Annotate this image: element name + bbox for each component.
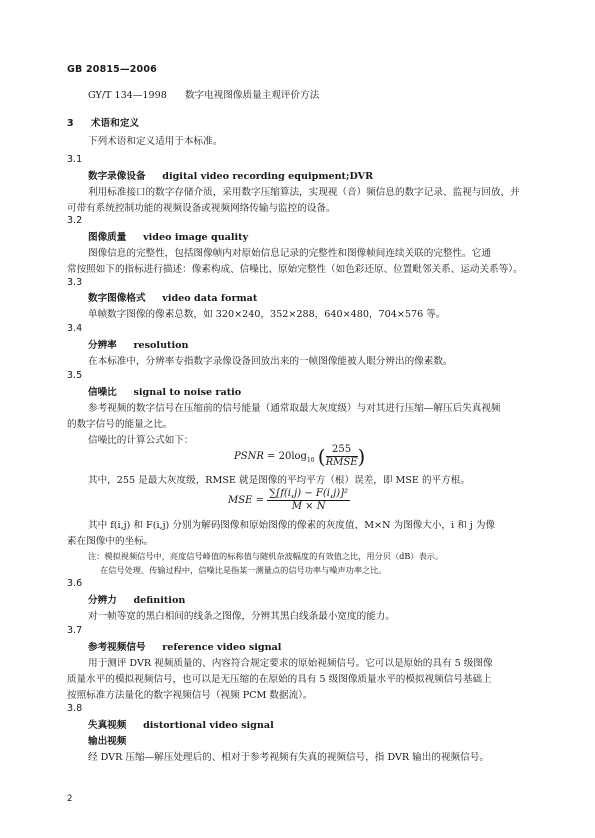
term-number: 3.1 xyxy=(67,154,83,165)
mse-denominator: M × N xyxy=(291,501,326,512)
note-line: 在信号处理、传输过程中，信噪比是指某一测量点的信号功率与噪声功率之比。 xyxy=(100,565,387,575)
standard-number: GB 20815—2006 xyxy=(67,64,157,75)
term-number: 3.8 xyxy=(67,703,83,714)
psnr-log-base: 10 xyxy=(306,457,315,464)
term-zh: 数字录像设备 xyxy=(88,171,146,182)
psnr-explanation: 其中，255 是最大灰度级，RMSE 就是图像的平均平方（根）误差，即 MSE 的平方根。 xyxy=(88,475,470,486)
term-en: digital video recording equipment;DVR xyxy=(162,171,374,182)
psnr-lhs: PSNR xyxy=(234,451,264,462)
psnr-denominator: RMSE xyxy=(325,457,358,468)
reference-title: 数字电视图像质量主观评价方法 xyxy=(184,90,320,101)
term-definition-line: 在本标准中，分辨率专指数字录像设备回放出来的一帧图像能被人眼分辨出的像素数。 xyxy=(88,356,453,367)
term-definition-line: 质量水平的模拟视频信号，也可以是无压缩的在原始的具有 5 级图像质量水平的模拟视频信号基础上 xyxy=(67,674,492,685)
term-number: 3.5 xyxy=(67,370,83,381)
term-title xyxy=(88,594,185,607)
term-definition-line: 按照标准方法量化的数字视频信号（视频 PCM 数据流）。 xyxy=(67,690,313,701)
term-title xyxy=(88,292,257,305)
term-definition-line: 的数字信号的能量之比。 xyxy=(67,419,173,430)
term-title xyxy=(88,231,248,244)
term-title xyxy=(88,339,189,352)
term-en: video image quality xyxy=(143,232,249,243)
term-number: 3.3 xyxy=(67,277,83,288)
mse-explanation-line: 其中 f(i,j) 和 F(i,j) 分别为解码图像和原始图像的像素的灰度值，M×N 为图像大小，i 和 j 为像 xyxy=(88,520,496,531)
term-zh: 图像质量 xyxy=(88,232,127,243)
psnr-fraction xyxy=(326,444,358,469)
term-number: 3.6 xyxy=(67,578,83,589)
term-en: video data format xyxy=(162,293,258,304)
term-title xyxy=(88,386,241,399)
term-en: resolution xyxy=(133,340,189,351)
term-zh: 参考视频信号 xyxy=(88,642,146,653)
section-intro: 下列术语和定义适用于本标准。 xyxy=(88,136,223,147)
term-definition-line: 利用标准接口的数字存储介质，采用数字压缩算法，实现视（音）频信息的数字记录、监视与回放，并 xyxy=(88,187,520,198)
term-en: definition xyxy=(133,595,186,606)
mse-formula xyxy=(228,488,350,513)
term-title xyxy=(88,170,373,183)
term-zh: 分辨率 xyxy=(88,340,117,351)
section-title: 术语和定义 xyxy=(90,118,140,129)
term-en: distortional video signal xyxy=(143,720,274,731)
psnr-numerator: 255 xyxy=(326,444,358,457)
mse-fraction xyxy=(267,488,350,513)
page-number: 2 xyxy=(67,794,73,804)
mse-explanation-line: 素在图像中的坐标。 xyxy=(67,536,154,547)
term-zh: 信噪比 xyxy=(88,387,117,398)
term-definition-line: 对一帧等宽的黑白相间的线条之图像，分辨其黑白线条最小宽度的能力。 xyxy=(88,611,395,622)
term-title xyxy=(88,641,281,654)
term-zh: 数字图像格式 xyxy=(88,293,146,304)
term-definition-line: 常按照如下的指标进行描述：像素构成、信噪比、原始完整性（如色彩还原、位置毗邻关系、运动关系等）。 xyxy=(67,264,523,275)
reference-code: GY/T 134—1998 xyxy=(88,90,167,101)
psnr-formula: PSNR = $20\log_{10}$ ( $\frac{255}{\text{RMSE}}$ ) xyxy=(234,444,366,469)
note-line: 注：模拟视频信号中，亮度信号峰值的标称值与随机杂波幅度的有效值之比，用分贝（dB）表示。 xyxy=(88,551,444,561)
term-en: signal to noise ratio xyxy=(133,387,242,398)
term-zh: 分辨力 xyxy=(88,595,117,606)
term-definition-line: 信噪比的计算公式如下： xyxy=(88,435,194,446)
term-definition-line: 单帧数字图像的像素总数，如 320×240，352×288，640×480，704×576 等。 xyxy=(88,309,446,320)
term-definition-line: 可带有系统控制功能的视频设备或视频网络传输与监控的设备。 xyxy=(67,203,336,214)
term-definition-line: 图像信息的完整性，包括图像帧内对原始信息记录的完整性和图像帧间连续关联的完整性。它通 xyxy=(88,248,491,259)
term-definition-line: 用于测评 DVR 视频质量的、内容符合规定要求的原始视频信号。它可以是原始的具有 5 级图像 xyxy=(88,658,493,669)
mse-eq: = xyxy=(255,495,264,506)
term-definition-line: 经 DVR 压缩—解压处理后的、相对于参考视频有失真的视频信号，指 DVR 输出的视频信号。 xyxy=(88,752,489,763)
term-alt-title: 输出视频 xyxy=(88,736,127,747)
section-heading xyxy=(67,115,139,129)
mse-numerator: ∑[f(i,j) − F(i,j)]² xyxy=(269,488,349,499)
term-number: 3.2 xyxy=(67,215,83,226)
term-number: 3.7 xyxy=(67,625,83,636)
term-title xyxy=(88,719,274,732)
term-zh: 失真视频 xyxy=(88,720,127,731)
section-number: 3 xyxy=(67,118,74,129)
term-en: reference video signal xyxy=(162,642,282,653)
normative-reference xyxy=(88,89,319,102)
psnr-eq: = 20log xyxy=(267,451,307,462)
mse-lhs: MSE xyxy=(228,495,253,506)
term-definition-line: 参考视频的数字信号在压缩前的信号能量（通常取最大灰度级）与对其进行压缩—解压后失真视频 xyxy=(88,403,501,414)
term-number: 3.4 xyxy=(67,323,83,334)
